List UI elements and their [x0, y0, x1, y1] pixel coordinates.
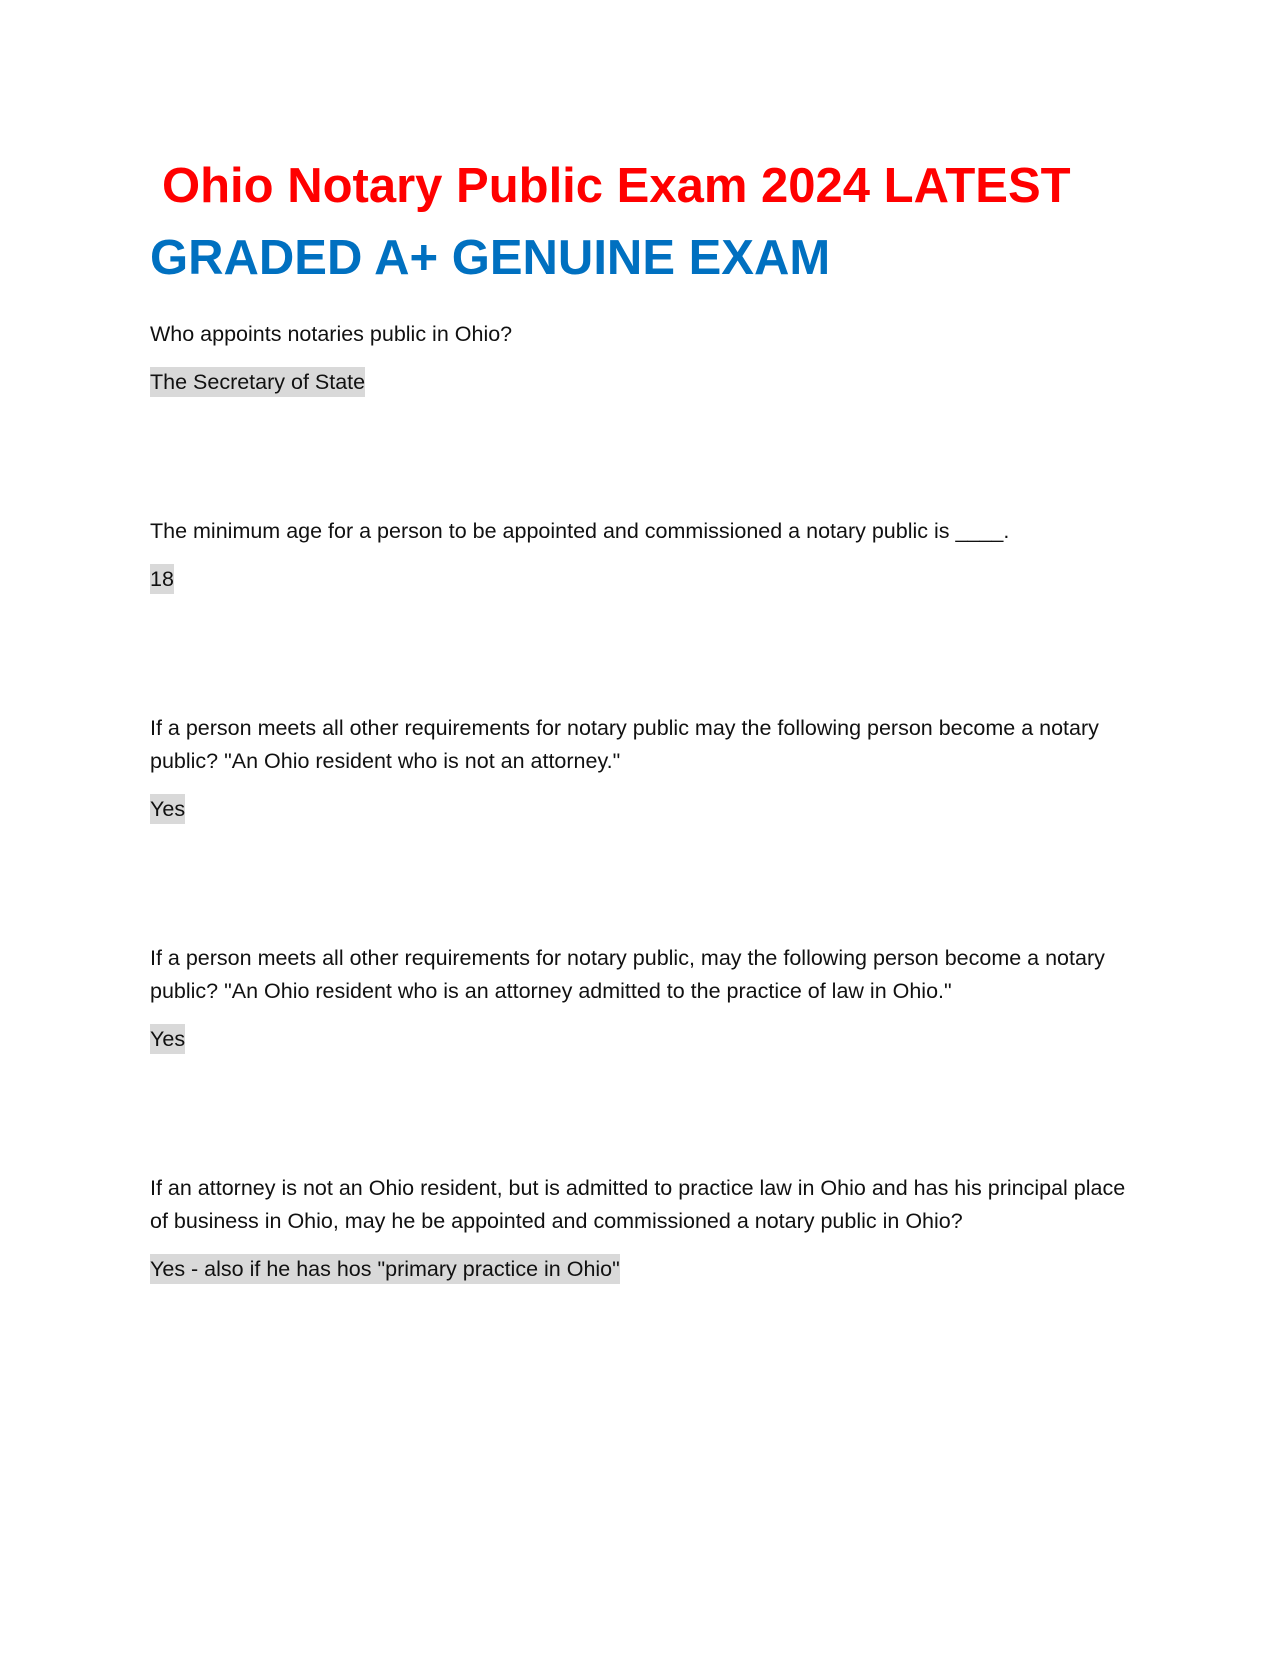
answer-text: Yes - also if he has hos "primary practice in Ohio" — [150, 1254, 620, 1284]
answer-text: Yes — [150, 1024, 185, 1054]
qa-item — [150, 942, 1130, 1054]
question-text: Who appoints notaries public in Ohio? — [150, 322, 513, 346]
answer-text: 18 — [150, 564, 174, 594]
question-answer-list — [150, 318, 1130, 1284]
question-text: If a person meets all other requirements for notary public, may the following person become a notary public? "An Ohio resident who is an attorney admitted to the practice of law in Ohio." — [150, 946, 1105, 1003]
qa-item — [150, 1172, 1130, 1284]
answer-text: Yes — [150, 794, 185, 824]
answer-text: The Secretary of State — [150, 367, 365, 397]
document-title-line-1: Ohio Notary Public Exam 2024 LATEST — [162, 159, 1071, 213]
document-content — [150, 150, 1130, 1402]
qa-item — [150, 318, 1130, 397]
question-text: If a person meets all other requirements for notary public may the following person become a notary public? "An Ohio resident who is not an attorney." — [150, 716, 1099, 773]
question-text: The minimum age for a person to be appointed and commissioned a notary public is ____. — [150, 519, 1010, 543]
qa-item — [150, 515, 1130, 594]
question-text: If an attorney is not an Ohio resident, but is admitted to practice law in Ohio and has his principal place of business in Ohio, may he be appointed and commissioned a notary public in Ohio? — [150, 1176, 1126, 1233]
qa-item — [150, 712, 1130, 824]
document-title-line-2: GRADED A+ GENUINE EXAM — [150, 231, 831, 285]
